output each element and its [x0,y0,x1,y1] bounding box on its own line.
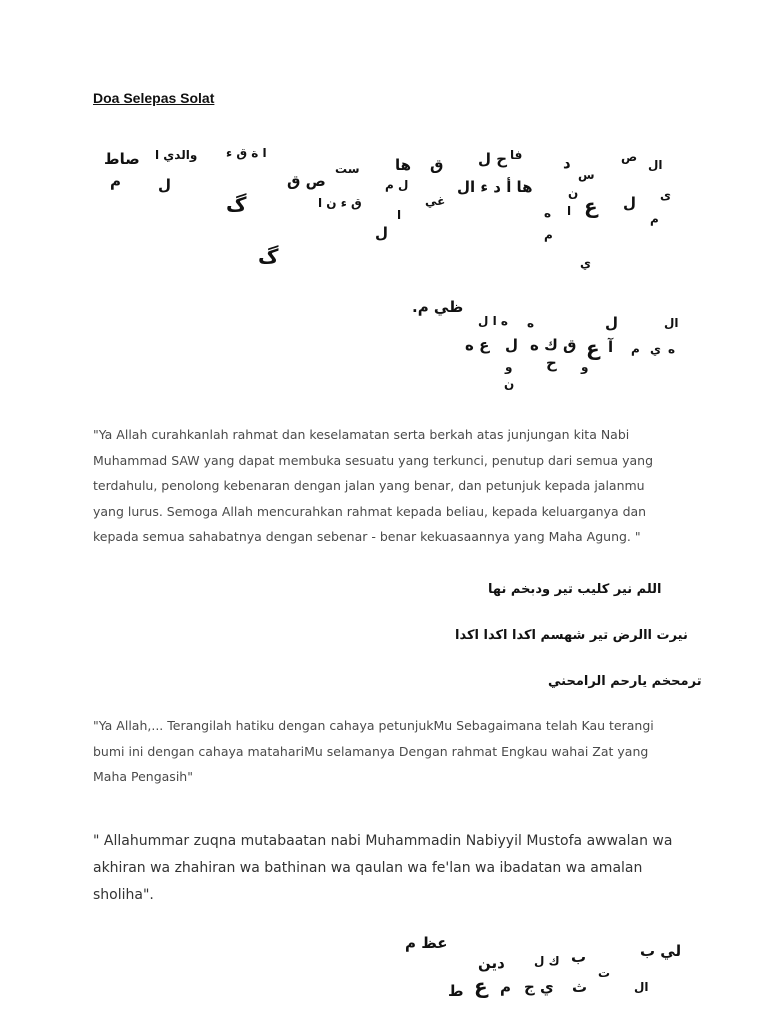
arabic-fragment: والدي ا [155,148,198,162]
arabic-fragment: گ [226,192,247,216]
arabic-fragment: ه ا ل [478,314,508,328]
arabic-fragment: د [563,154,571,172]
arabic-fragment: ل [623,194,637,212]
arabic-fragment: ظي م. [412,298,464,316]
arabic-fragment: و [581,360,589,374]
arabic-fragment: ل [158,176,172,194]
arabic-fragment: ال [664,316,679,330]
arabic-fragment: ال [634,980,649,994]
arabic-fragment: ل م [385,178,409,192]
arabic-fragment: ح ل [478,150,508,168]
arabic-fragment: دين [478,954,505,972]
arabic-fragment: آ [608,338,614,356]
arabic-fragment: م [110,172,121,190]
arabic-fragment: ه [527,316,535,330]
transliteration-paragraph: " Allahummar zuqna mutabaatan nabi Muhammadin Nabiyyil Mustofa awwalan wa akhiran wa zhahiran wa bathinan wa qaulan wa fe'lan wa ibadatan wa amalan sholiha". [93,833,673,903]
arabic-fragment: ا [567,204,572,218]
arabic-fragment: ى [660,188,671,202]
arabic-fragment: ا [397,208,402,222]
arabic-fragment: س [578,168,595,182]
arabic-fragment: ث [572,978,588,996]
arabic-fragment: ي [540,978,554,996]
arabic-fragment: ا ة ق ء [226,146,267,160]
arabic-fragment: م [544,228,553,242]
arabic-fragment: ن [568,186,579,200]
arabic-fragment: ل [605,314,619,332]
arabic-fragment: ها [395,156,412,174]
arabic-fragment: ق ك ه [530,336,577,354]
arabic-fragment: ق ء ن ا [318,196,362,210]
arabic-fragment: ق [430,156,444,174]
arabic-fragment: و [505,360,513,374]
arabic-fragment: م [500,978,511,996]
arabic-fragment: م [650,212,659,226]
arabic-fragment: ص [621,150,638,164]
arabic-fragment: لي ب [640,942,682,960]
arabic-fragment: گ [258,244,279,268]
arabic-line-2: نيرت االرض تير شهسم اكدا اكدا اكدا [455,628,688,643]
arabic-fragment: فا [510,148,523,162]
arabic-fragment: ج [524,978,535,996]
arabic-fragment: ل [375,224,389,242]
arabic-fragment: ن [504,377,515,391]
arabic-fragment: ه [544,206,552,220]
arabic-fragment: ت [598,966,611,980]
arabic-line-3: ترمحخم يارحم الرامحني [548,674,702,689]
arabic-fragment: ع [586,336,600,360]
arabic-fragment: ع ه [465,336,490,354]
arabic-fragment: ب [571,948,587,966]
arabic-fragment: صاط [104,150,140,168]
arabic-fragment: ست [335,162,360,176]
arabic-fragment: ي [580,256,591,270]
translation-paragraph-1: "Ya Allah curahkanlah rahmat dan keselamatan serta berkah atas junjungan kita Nabi Muhammad SAW yang dapat membuka sesuatu yang terkunci, penutup dari semua yang terdahulu, penolong kebenaran dengan jalan yang benar, dan petunjuk kepada jalanmu yang lurus. Semoga Allah mencurahkan rahmat kepada beliau, kepada keluarganya dan kepada semua sahabatnya dengan sebenar - benar kekuasaannya yang Maha Agung. " [93,427,654,544]
arabic-fragment: عظ م [405,934,448,952]
arabic-fragment: م [631,342,640,356]
arabic-fragment: ها أ د ء ال [457,178,533,196]
arabic-fragment: ص ق [287,172,326,190]
arabic-fragment: ط [448,982,464,1000]
arabic-fragment: ال [648,158,663,172]
arabic-fragment: ه [668,342,676,356]
arabic-fragment: ح [546,354,557,372]
document-title: Doa Selepas Solat [93,90,215,106]
arabic-line-1: اللم نير كليب تير ودبخم نها [488,582,662,597]
arabic-fragment: غي [425,194,446,208]
arabic-fragment: ك ل [534,954,560,968]
arabic-fragment: ي [650,342,661,356]
arabic-fragment: ل [505,336,519,354]
arabic-fragment: ع [584,194,598,218]
translation-paragraph-2: "Ya Allah,... Terangilah hatiku dengan cahaya petunjukMu Sebagaimana telah Kau terangi bumi ini dengan cahaya matahariMu selamanya Dengan rahmat Engkau wahai Zat yang Maha Pengasih" [93,718,654,784]
arabic-fragment: ع [474,974,488,998]
